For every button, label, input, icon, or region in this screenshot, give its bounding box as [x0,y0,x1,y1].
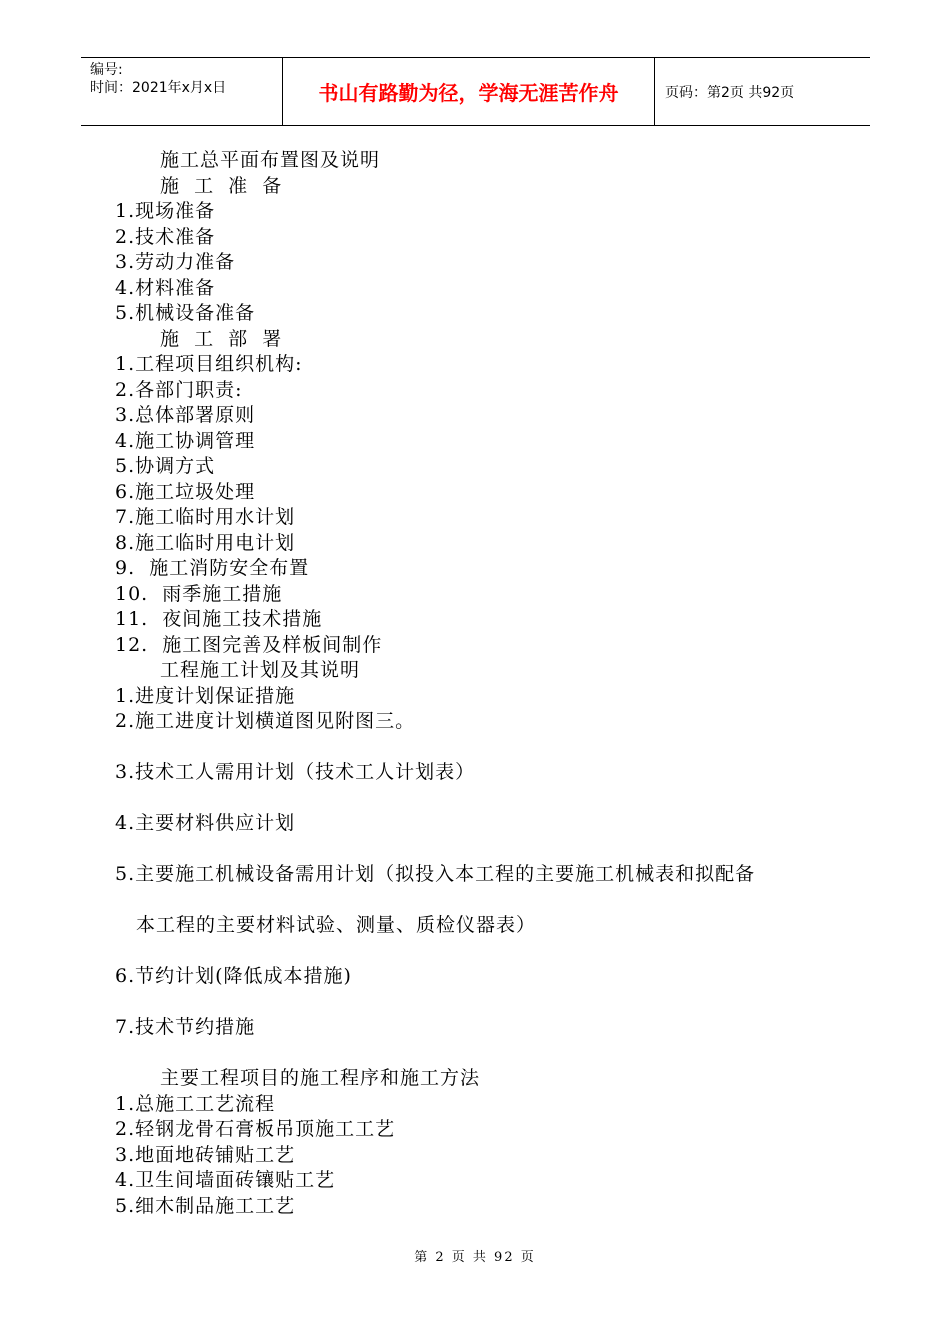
list-item: 8.施工临时用电计划 [115,531,296,554]
list-item: 9. 施工消防安全布置 [115,557,310,579]
document-time: 时间：2021年x月x日 [90,80,227,96]
list-item: 2.各部门职责: [115,378,243,401]
list-item: 3.技术工人需用计划（技术工人计划表） [115,761,476,783]
list-item: 3.劳动力准备 [115,251,236,273]
list-item: 1.进度计划保证措施 [115,684,296,707]
section-heading: 施 工 部 署 [160,327,283,350]
section-heading: 主要工程项目的施工程序和施工方法 [160,1067,481,1089]
list-item: 2.技术准备 [115,225,216,248]
list-item: 2.轻钢龙骨石膏板吊顶施工工艺 [115,1118,396,1140]
section-heading: 施工总平面布置图及说明 [160,149,381,171]
list-item: 1.现场准备 [115,200,216,222]
list-item: 10. 雨季施工措施 [115,582,283,605]
list-item: 6.施工垃圾处理 [115,480,256,503]
list-item: 5.细木制品施工工艺 [115,1194,296,1217]
list-item: 4.材料准备 [115,276,216,299]
list-item: 2.施工进度计划横道图见附图三。 [115,710,416,732]
page-header [81,57,870,126]
document-body [115,148,855,1219]
list-item: 11. 夜间施工技术措施 [115,608,323,630]
list-item: 4.卫生间墙面砖镶贴工艺 [115,1169,336,1191]
document-number-label: 编号: [90,62,123,78]
list-item: 7.技术节约措施 [115,1016,256,1038]
list-item: 5.主要施工机械设备需用计划（拟投入本工程的主要施工机械表和拟配备 [115,863,756,885]
list-item: 4.主要材料供应计划 [115,812,296,834]
list-item: 1.总施工工艺流程 [115,1092,276,1115]
list-item: 3.总体部署原则 [115,404,256,426]
header-meta [81,58,282,125]
section-heading: 施 工 准 备 [160,174,283,197]
header-page-info: 页码：第2页 共92页 [665,84,795,101]
list-item: 12. 施工图完善及样板间制作 [115,633,383,656]
list-item: 7.施工临时用水计划 [115,506,296,528]
list-item: 4.施工协调管理 [115,429,256,452]
list-item: 5.协调方式 [115,455,216,477]
list-item: 6.节约计划(降低成本措施) [115,965,352,987]
list-item: 本工程的主要材料试验、测量、质检仪器表） [136,914,537,936]
header-motto: 书山有路勤为径，学海无涯苦作舟 [282,58,655,125]
list-item: 1.工程项目组织机构: [115,353,303,375]
section-heading: 工程施工计划及其说明 [160,659,361,681]
list-item: 5.机械设备准备 [115,302,256,324]
list-item: 3.地面地砖铺贴工艺 [115,1143,296,1166]
page-footer: 第 2 页 共 92 页 [414,1250,536,1265]
